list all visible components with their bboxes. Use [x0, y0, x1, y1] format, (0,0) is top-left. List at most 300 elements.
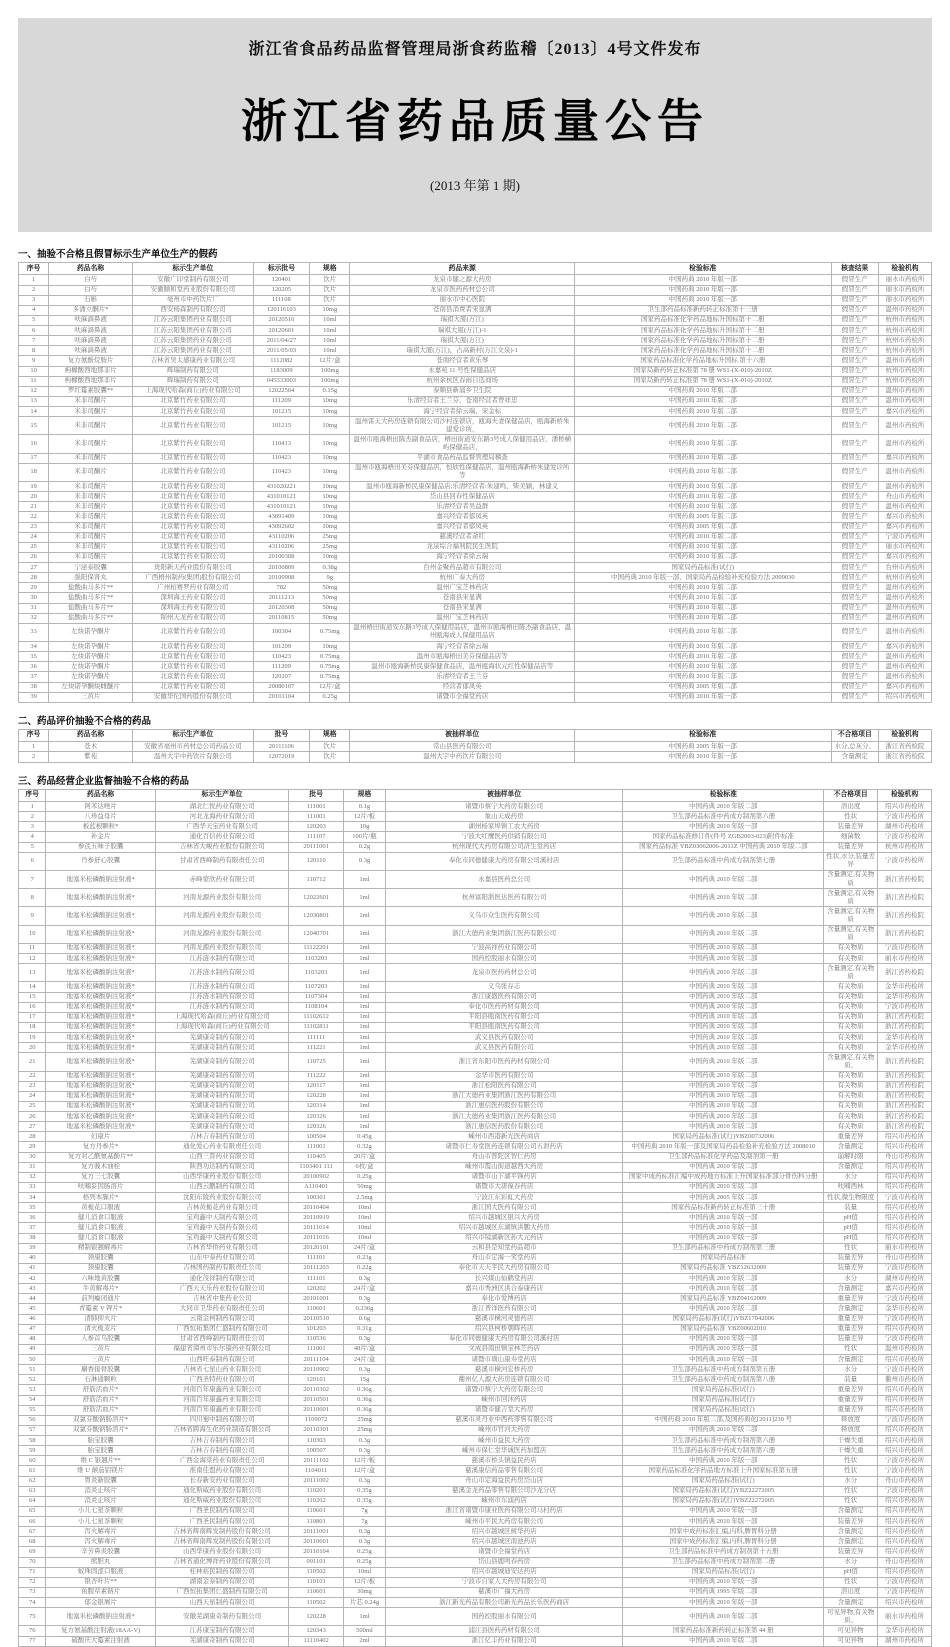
- table-cell: 杭州市药检所: [879, 346, 932, 356]
- table-row: [19, 832, 932, 842]
- table-cell: 中国药典 2010 年版二部: [623, 1091, 824, 1101]
- table-cell: 宝鸡鑫中天制药有限公司: [155, 1223, 288, 1233]
- table-cell: 20110302: [289, 1385, 344, 1395]
- table-cell: 安徽颐和堂药业股份有限公司: [133, 285, 254, 295]
- table-row: [19, 1274, 932, 1284]
- table-cell: 吉林省大峻药业股份有限公司: [155, 842, 288, 852]
- table-row: [19, 1415, 932, 1425]
- table-cell: 四川蜀中制药有限公司: [155, 1415, 288, 1425]
- table-row: [19, 852, 932, 870]
- table-cell: 国药控股丽水有限公司: [385, 1608, 622, 1626]
- table-cell: 嵊州市保仁堂华诚医药加盟店: [385, 1446, 622, 1456]
- table-cell: 温州市瓯海梧田美芬保健品店等: [350, 652, 575, 662]
- table-cell: 岱山县鹿鸣春药房: [385, 1557, 622, 1567]
- table-cell: 干燥失重: [824, 1446, 878, 1456]
- table-cell: 12022601: [289, 889, 344, 907]
- table-cell: 甘肃省西峰制药有限责任公司: [155, 852, 288, 870]
- column-header: 检验机构: [878, 789, 932, 801]
- table-cell: 25mg: [310, 542, 350, 552]
- table-cell: 8: [19, 889, 46, 907]
- table-cell: 慈溪市广福大药房: [385, 1587, 622, 1597]
- table-cell: 装量: [824, 1203, 878, 1213]
- table-cell: 国家药品标准化学药品地标升国标第十二册: [574, 336, 831, 346]
- table-cell: 地塞米松磷酸钠注射液*: [46, 1122, 156, 1132]
- table-cell: 绍兴市药检所: [878, 1182, 932, 1192]
- table-row: [19, 396, 932, 406]
- table-cell: 地塞米松磷酸钠注射液*: [46, 992, 156, 1002]
- table-row: [19, 552, 932, 562]
- table-cell: 12072019: [253, 752, 310, 762]
- table-row: [19, 1506, 932, 1516]
- table-row: [19, 305, 932, 315]
- table-cell: 瑞祺大厦(万江): [350, 315, 575, 325]
- table-cell: 100301: [289, 1193, 344, 1203]
- table-cell: 杭州余杭区春雨自选商场: [350, 376, 575, 386]
- table-row: [19, 1193, 932, 1203]
- table-cell: 象山天成药房: [385, 812, 622, 822]
- table-cell: 嵊州市东浦药店: [385, 1496, 622, 1506]
- table-cell: 胎宝胶囊: [46, 1436, 156, 1446]
- table-cell: 76: [19, 1626, 46, 1636]
- table-cell: 1ml: [343, 943, 385, 953]
- table-cell: 假冒生产: [831, 593, 878, 603]
- table-cell: 水分,总灰分、: [831, 742, 878, 752]
- table-cell: 绍兴市药检所: [878, 1172, 932, 1182]
- table-cell: 中国药典 2010 年版二部: [574, 453, 831, 463]
- table-cell: 有关物质: [824, 1091, 878, 1101]
- table-row: [19, 275, 932, 285]
- table-cell: 湖州市药检所: [878, 822, 932, 832]
- table-cell: 24片/盒: [343, 1284, 385, 1294]
- table-cell: 120401: [253, 275, 310, 285]
- table-cell: 110502: [289, 1598, 344, 1608]
- table-cell: 广西圣特药业有限公司: [155, 1375, 288, 1385]
- table-cell: 浙江省药检院: [878, 1053, 932, 1071]
- table-cell: 中国药典 2010 年版一部: [623, 1233, 824, 1243]
- table-cell: 54: [19, 1395, 46, 1405]
- table-cell: 假冒生产: [831, 573, 878, 583]
- table-cell: 1ml: [343, 992, 385, 1002]
- table-row: [19, 1537, 932, 1547]
- table-cell: 绍兴市药检所: [878, 1405, 932, 1415]
- table-cell: 地塞米松磷酸钠注射液*: [46, 1012, 156, 1022]
- column-header: 序号: [19, 789, 46, 801]
- table-cell: 吉林吉春制药有限公司: [155, 1446, 288, 1456]
- table-cell: 中国药典 2010 年版二部: [623, 889, 824, 907]
- table-cell: 北京紫竹药业有限公司: [133, 642, 254, 652]
- table-cell: 10ml: [343, 1567, 385, 1577]
- table-cell: 装量差异: [824, 842, 878, 852]
- table-cell: 120110: [289, 852, 344, 870]
- table-cell: 1ml: [343, 1043, 385, 1053]
- table-cell: 金华市药检所: [878, 1626, 932, 1636]
- table-cell: 温州市药检所: [879, 502, 932, 512]
- table-cell: 0.36g: [343, 1395, 385, 1405]
- table-cell: 金华市药检所: [878, 1033, 932, 1043]
- table-row: [19, 613, 932, 623]
- table-row: [19, 623, 932, 641]
- table-cell: 15: [19, 417, 49, 435]
- table-row: [19, 662, 932, 672]
- table-cell: 16: [19, 1002, 46, 1012]
- table-cell: 国家药品标准化学药品地方标准上升国家标准第五册: [623, 1466, 824, 1476]
- table-cell: 44: [19, 1294, 46, 1304]
- table-cell: 绍兴市药检所: [878, 1395, 932, 1405]
- table-cell: 强阳保肾丸: [49, 573, 133, 583]
- table-cell: 国家局药品标准(试行): [623, 1567, 824, 1577]
- table-cell: 水分: [824, 1365, 878, 1375]
- table-cell: 0.3g: [343, 1334, 385, 1344]
- table-row: [19, 346, 932, 356]
- table-cell: 有关物质: [824, 1043, 878, 1053]
- table-row: [19, 1263, 932, 1273]
- table-cell: 呋麻滴鼻液: [49, 346, 133, 356]
- table-row: [19, 943, 932, 953]
- table-cell: 浙江康盛医药有限公司: [385, 992, 622, 1002]
- table-cell: 金华市医药有限公司: [385, 1071, 622, 1081]
- page-title: 浙江省药品质量公告: [241, 96, 709, 147]
- table-cell: 20111102: [289, 1456, 344, 1466]
- table-cell: 深圳海王药业有限公司: [133, 593, 254, 603]
- table-cell: 31: [19, 603, 49, 613]
- table-cell: 江苏云阳集团药业有限公司: [133, 336, 254, 346]
- table-cell: 通化茂祥制药有限公司: [155, 1274, 288, 1284]
- table-cell: 芜湖康奇制药有限公司: [155, 1122, 288, 1132]
- counterfeit-drugs-table: [18, 262, 932, 703]
- table-cell: 地塞米松磷酸钠注射液*: [46, 889, 156, 907]
- table-cell: 江苏涟水制药有限公司: [155, 954, 288, 964]
- table-cell: 47: [19, 1324, 46, 1334]
- table-cell: 国家中成药标准汇编中成药地方标准上升国家标准部分骨伤科分册: [623, 1172, 824, 1182]
- table-cell: 20: [19, 492, 49, 502]
- table-cell: 49: [19, 1344, 46, 1354]
- table-cell: 111108: [253, 295, 310, 305]
- table-cell: 饮片: [310, 295, 350, 305]
- table-cell: 江苏涟水制药有限公司: [155, 1002, 288, 1012]
- table-cell: 国家局新药转正标准第 78 册 WS1-(X-010)-2010Z: [574, 376, 831, 386]
- table-cell: 地塞米松磷酸钠注射液*: [46, 1101, 156, 1111]
- table-cell: 泻火解毒片: [46, 1527, 156, 1537]
- table-cell: 假冒生产: [831, 315, 878, 325]
- table-cell: 29: [19, 1142, 46, 1152]
- table-row: [19, 336, 932, 346]
- table-cell: 重量差异: [824, 1395, 878, 1405]
- table-cell: 性状: [824, 1466, 878, 1476]
- table-cell: 中国药典 2010 年版二部: [574, 502, 831, 512]
- table-row: [19, 752, 932, 762]
- table-cell: 甘肃省西峰制药有限责任公司: [155, 1334, 288, 1344]
- table-cell: 68: [19, 1537, 46, 1547]
- table-cell: 浙江省药检院: [878, 1022, 932, 1032]
- table-cell: 12片/盒: [343, 1466, 385, 1476]
- table-cell: 宁波市药检所: [878, 943, 932, 953]
- table-row: [19, 1395, 932, 1405]
- table-cell: 山西云鹏制药有限公司: [155, 1182, 288, 1192]
- table-row: [19, 542, 932, 552]
- table-cell: 乐清经营者吴益群: [350, 502, 575, 512]
- table-cell: 温州市药检所: [879, 623, 932, 641]
- table-cell: 含量测定: [824, 1284, 878, 1294]
- table-cell: 水分: [824, 1557, 878, 1567]
- table-cell: 50mg: [310, 583, 350, 593]
- table-cell: 假冒生产: [831, 326, 878, 336]
- table-cell: 平阳县瓯南医药有限公司: [385, 1022, 622, 1032]
- table-cell: 14: [19, 982, 46, 992]
- table-cell: 33: [19, 623, 49, 641]
- table-cell: 北京紫竹药业有限公司: [133, 662, 254, 672]
- table-cell: 中国药典 2010 年版二部: [623, 1636, 824, 1646]
- table-cell: 芜湖康奇制药有限公司: [155, 1053, 288, 1071]
- table-cell: 地塞米松磷酸钠注射液*: [46, 925, 156, 943]
- table-cell: 石斛: [49, 295, 133, 305]
- table-cell: 10mg: [310, 417, 350, 435]
- table-cell: 国家局新药转正标准第 78 册 WS1-(X-010)-2010Z: [574, 366, 831, 376]
- table-cell: 台州市药检所: [879, 563, 932, 573]
- table-cell: 110423: [253, 463, 310, 481]
- table-cell: 宁波市药检所: [878, 1415, 932, 1425]
- table-cell: 枸橼酸西地那非片: [49, 376, 133, 386]
- table-cell: 硫酸庆大霉素注射液: [46, 1636, 156, 1646]
- table-row: [19, 512, 932, 522]
- table-cell: 石淋通颗粒: [46, 1375, 156, 1385]
- table-cell: 60: [19, 1456, 46, 1466]
- table-cell: 中国药典 2010 年版二部: [574, 613, 831, 623]
- table-cell: 17: [19, 453, 49, 463]
- table-row: [19, 1294, 932, 1304]
- table-cell: 国家局药品标准 YBZ12632009: [623, 1263, 824, 1273]
- table-cell: 诸暨市璜山康寿堂药店: [385, 1355, 622, 1365]
- table-cell: 0.75mg: [310, 672, 350, 682]
- table-cell: 通化爱心药业有限责任公司: [155, 1142, 288, 1152]
- table-cell: 120117: [289, 1081, 344, 1091]
- table-cell: 金华市药检所: [878, 1304, 932, 1314]
- table-cell: 中国药典 2010 年版二部: [623, 870, 824, 888]
- table-cell: 国家局药品标准 YBZ04162009: [623, 1294, 824, 1304]
- table-cell: 米非司酮片: [49, 453, 133, 463]
- table-cell: 广西梧州制药(集团)股份有限公司: [133, 573, 254, 583]
- table-cell: 健儿消食口服液: [46, 1213, 156, 1223]
- table-cell: 瑞祺大厦(万江): [350, 336, 575, 346]
- table-cell: 120207: [253, 672, 310, 682]
- table-cell: 常山县医药有限公司: [350, 742, 575, 752]
- table-cell: 120228: [289, 1608, 344, 1626]
- table-cell: 20111002: [289, 1476, 344, 1486]
- table-cell: 绍兴市药检所: [878, 1233, 932, 1243]
- table-cell: 浙江新光药品有限公司新光药品长乐医药商店: [385, 1598, 622, 1608]
- table-cell: 慈溪市灵丹业中西药零售有限公司: [385, 1415, 622, 1425]
- table-cell: 有关物质: [824, 1033, 878, 1043]
- table-cell: 假冒生产: [831, 672, 878, 682]
- table-row: [19, 1203, 932, 1213]
- table-cell: 左炔诺孕酮片: [49, 642, 133, 652]
- table-cell: 67: [19, 1527, 46, 1537]
- table-cell: 消炎止咳片: [46, 1486, 156, 1496]
- table-cell: 格列本脲片*: [46, 1193, 156, 1203]
- table-row: [19, 1405, 932, 1415]
- table-cell: 中国药典 2010 年版一部: [623, 1456, 824, 1466]
- table-cell: 24: [19, 1091, 46, 1101]
- table-cell: 12030801: [289, 907, 344, 925]
- table-cell: 舟山市药检所: [879, 492, 932, 502]
- table-cell: 0.3g: [343, 1476, 385, 1486]
- table-cell: 假冒生产: [831, 642, 878, 652]
- table-cell: 广州柏赛罗药业有限公司: [133, 583, 254, 593]
- column-header: 核查结果: [831, 263, 878, 275]
- table-cell: 32: [19, 1172, 46, 1182]
- table-cell: 假冒生产: [831, 682, 878, 692]
- table-cell: 中国药典 2010 年版二部: [574, 652, 831, 662]
- table-cell: 性状: [824, 1486, 878, 1496]
- table-cell: 110536: [289, 1334, 344, 1344]
- table-cell: 宁波市药检所: [878, 852, 932, 870]
- table-row: [19, 1132, 932, 1142]
- table-cell: 北京紫竹药业有限公司: [133, 672, 254, 682]
- table-cell: 盐酸曲马多片**: [49, 593, 133, 603]
- table-cell: 重量差异: [824, 1294, 878, 1304]
- column-header: 药品来源: [350, 263, 575, 275]
- table-cell: 卫生部药品标准中药成方制剂第八册: [623, 1375, 824, 1385]
- table-cell: 广西天天乐药业股份有限公司: [155, 1284, 288, 1294]
- table-cell: 江苏云阳集团药业有限公司: [133, 315, 254, 325]
- table-cell: 龙泉综合福利院民生医院: [350, 542, 575, 552]
- table-cell: 国家局药品标准(试行)YBZ00732006: [623, 1132, 824, 1142]
- table-cell: 中国药典 2010 年版二部: [623, 1304, 824, 1314]
- table-cell: 温州广宝芝林药店: [350, 583, 575, 593]
- table-cell: 广西金海棠药业有限责任公司: [155, 1456, 288, 1466]
- table-cell: 24: [19, 532, 49, 542]
- table-cell: 0.31g: [343, 1324, 385, 1334]
- table-cell: 中国药典 2005 年版二部: [574, 682, 831, 692]
- table-cell: 北京紫竹药业有限公司: [133, 502, 254, 512]
- table-cell: 慈溪市横河宏桥药房: [385, 1365, 622, 1375]
- table-cell: 浙江省药检院: [878, 1112, 932, 1122]
- table-cell: 假冒生产: [831, 386, 878, 396]
- table-cell: 浙江松阳医药有限公司: [385, 1081, 622, 1091]
- table-cell: 浙江省药检院: [878, 1101, 932, 1111]
- table-cell: 0.15g: [310, 386, 350, 396]
- table-cell: 国家局药品标准(试行): [623, 1395, 824, 1405]
- table-cell: 银杏叶片**: [46, 1577, 156, 1587]
- table-row: [19, 583, 932, 593]
- table-cell: 参芪五味子胶囊: [46, 842, 156, 852]
- table-cell: 11122201: [289, 943, 344, 953]
- table-cell: 10ml: [343, 1213, 385, 1223]
- table-cell: 温州市药检所: [879, 613, 932, 623]
- table-cell: 11102811: [289, 1022, 344, 1032]
- table-cell: 中国药典 2010 年版二部: [623, 1182, 824, 1192]
- table-cell: 浙江省药检院: [878, 1091, 932, 1101]
- table-cell: 卫生部药品标准中药成方制剂第二册: [623, 1557, 824, 1567]
- table-cell: 嵊州市西港新光医药商店: [385, 1132, 622, 1142]
- table-cell: 浙江惠信医药股份有限公司: [385, 1101, 622, 1111]
- table-cell: 假冒生产: [831, 336, 878, 346]
- table-cell: 江苏康宝制药有限公司: [155, 1626, 288, 1636]
- table-cell: 中国药典 2010 年版二部: [623, 907, 824, 925]
- table-cell: 绍兴市越城区树华药店: [385, 1527, 622, 1537]
- table-cell: 杭州市药检所: [879, 336, 932, 346]
- table-cell: 中国药典 2010 年版二部: [574, 583, 831, 593]
- table-row: [19, 1365, 932, 1375]
- table-cell: 中国药典 2010 年版二部: [574, 492, 831, 502]
- table-cell: 110801: [289, 1517, 344, 1527]
- table-cell: 1ml: [343, 925, 385, 943]
- table-cell: 120326: [289, 1112, 344, 1122]
- table-cell: 郁金银屑片: [46, 1598, 156, 1608]
- table-cell: 25: [19, 542, 49, 552]
- table-cell: 101215: [253, 407, 310, 417]
- table-cell: 地塞米松磷酸钠注射液*: [46, 1002, 156, 1012]
- table-cell: 1107203: [289, 982, 344, 992]
- table-cell: 云南金柯制药有限公司: [155, 1314, 288, 1324]
- table-cell: 卫生部药品标准新药转正标准第十三册: [574, 305, 831, 315]
- table-cell: 有关物质: [824, 954, 878, 964]
- table-cell: 杭州市药检所: [879, 366, 932, 376]
- table-cell: 20111016: [289, 1233, 344, 1243]
- table-cell: 左炔诺孕酮片: [49, 672, 133, 682]
- table-cell: 宁波市药检所: [878, 1002, 932, 1012]
- table-cell: 北京紫竹药业有限公司: [133, 407, 254, 417]
- table-cell: 性状,水分,装量差异: [824, 852, 878, 870]
- table-cell: 091101: [289, 1557, 344, 1567]
- table-row: [19, 407, 932, 417]
- table-cell: 地塞米松磷酸钠注射液*: [46, 870, 156, 888]
- table-cell: 嵊州市益民大药房: [385, 1436, 622, 1446]
- table-cell: 温州市瓯海新桥民康保健食品店，温州瓯海状元红性保健品店等: [350, 662, 575, 672]
- column-header: 不合格项目: [824, 789, 878, 801]
- table-cell: 中国药典 2010 年版二部: [574, 386, 831, 396]
- table-cell: 浙江惠信医药股份有限公司: [385, 1122, 622, 1132]
- table-cell: 国家中成药标准汇编,内科,脾胃科分册: [623, 1537, 824, 1547]
- table-cell: 13: [19, 396, 49, 406]
- table-cell: 55: [19, 1405, 46, 1415]
- table-cell: 陕西功达制药有限公司: [155, 1162, 288, 1172]
- table-cell: 平阳县瓯南医药有限公司: [385, 1012, 622, 1022]
- table-cell: 北京紫竹药业有限公司: [133, 512, 254, 522]
- table-cell: 66: [19, 1517, 46, 1527]
- table-cell: 岱山县回春性保健品店: [350, 492, 575, 502]
- table-cell: 72: [19, 1577, 46, 1587]
- table-cell: 嵊州市霞山街道越西大药房: [385, 1162, 622, 1172]
- table-cell: 111221: [289, 1043, 344, 1053]
- table-cell: 20110301: [289, 1425, 344, 1435]
- table-cell: 装量差异: [824, 1517, 878, 1527]
- table-cell: 温州雷天大药房连锁有限公司沙村连锁店，瓯海夫妻保健品店，瓯海新桥朱建爱诊所，: [350, 417, 575, 435]
- table-cell: 苍南县宋显满: [350, 593, 575, 603]
- table-cell: 上海现代哈森(商丘)药业有限公司: [155, 1022, 288, 1032]
- table-cell: 7g: [343, 1506, 385, 1516]
- table-cell: 20110104: [289, 1547, 344, 1557]
- table-cell: 1108104: [289, 1002, 344, 1012]
- table-cell: 1103401 111: [289, 1162, 344, 1172]
- table-cell: 假冒生产: [831, 463, 878, 481]
- table-cell: 绍兴市越城迪安达药店: [385, 1567, 622, 1577]
- table-cell: 复方对乙酰氨基酚片**: [46, 1152, 156, 1162]
- table-cell: 绍兴市药检所: [878, 1355, 932, 1365]
- table-cell: 20120308: [253, 603, 310, 613]
- table-cell: 广西恒拓集团仁盛制药有限公司: [155, 1324, 288, 1334]
- table-cell: 北京紫竹药业有限公司: [133, 552, 254, 562]
- table-cell: 12022504: [253, 386, 310, 396]
- table-row: [19, 692, 932, 702]
- table-cell: 5: [19, 315, 49, 325]
- table-cell: 宁波江东彩虹大药房: [385, 1193, 622, 1203]
- column-header: 序号: [19, 263, 49, 275]
- table-cell: 永嘉县医药总公司: [385, 870, 622, 888]
- table-cell: 舟山市普陀区智仁药房: [385, 1152, 622, 1162]
- table-row: [19, 1053, 932, 1071]
- table-row: [19, 482, 932, 492]
- table-cell: 青霉素 V 钾片*: [46, 1304, 156, 1314]
